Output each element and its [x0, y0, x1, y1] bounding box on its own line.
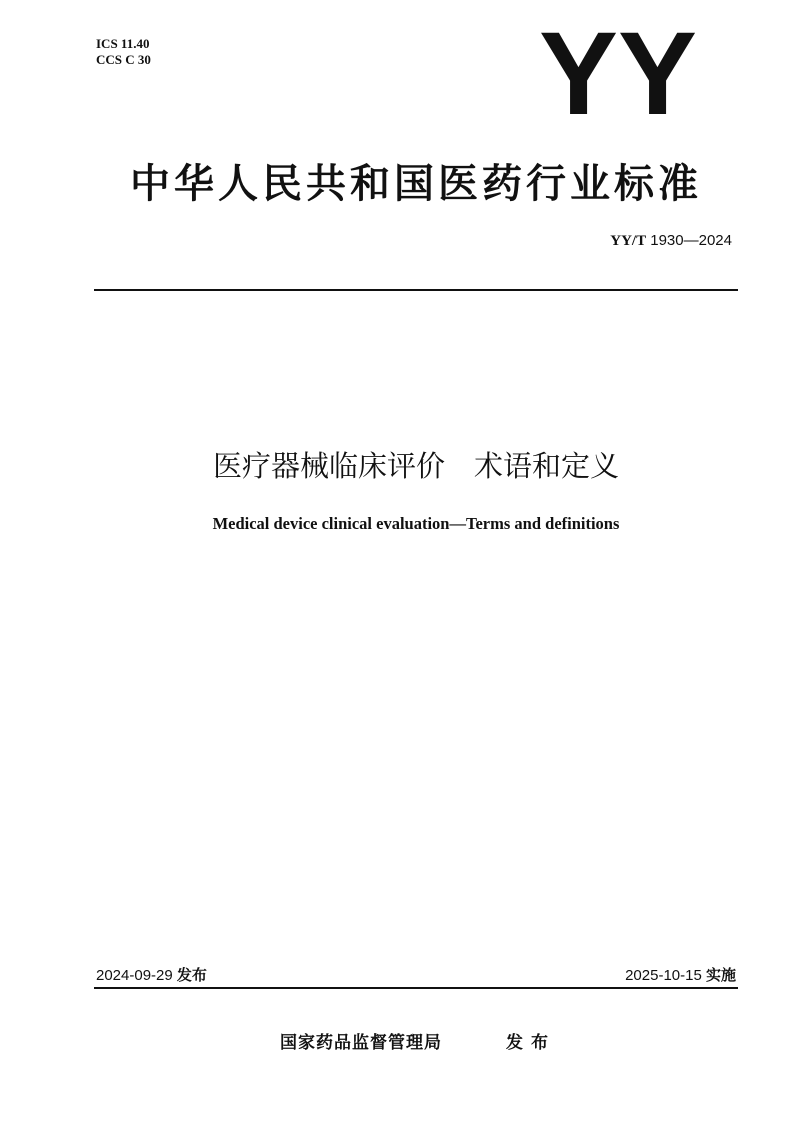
standard-code-prefix: YY/T	[610, 233, 647, 249]
standard-category-title: 中华人民共和国医药行业标准	[130, 161, 702, 207]
ics-code: ICS 11.40	[96, 36, 150, 51]
publisher-name: 国家药品监督管理局	[280, 1033, 442, 1053]
implement-date: 2025-10-15	[625, 967, 702, 984]
document-title-chinese: 医疗器械临床评价 术语和定义	[212, 449, 619, 483]
yy-logo-text: YY	[539, 26, 697, 118]
classification-codes	[96, 36, 151, 68]
top-divider	[94, 289, 738, 291]
issue-date-line	[96, 964, 207, 985]
ccs-code: CCS C 30	[96, 52, 151, 67]
yy-logo	[538, 26, 698, 118]
standard-code	[610, 232, 732, 250]
document-title-english: Medical device clinical evaluation—Terms and definitions	[212, 514, 620, 533]
implement-label: 实施	[705, 966, 736, 984]
publish-label: 发布	[506, 1033, 556, 1053]
bottom-divider	[94, 987, 738, 989]
issue-date: 2024-09-29	[96, 967, 173, 984]
issue-label: 发布	[176, 966, 207, 984]
implement-date-line	[625, 964, 736, 985]
standard-code-number: 1930—2024	[650, 232, 732, 249]
